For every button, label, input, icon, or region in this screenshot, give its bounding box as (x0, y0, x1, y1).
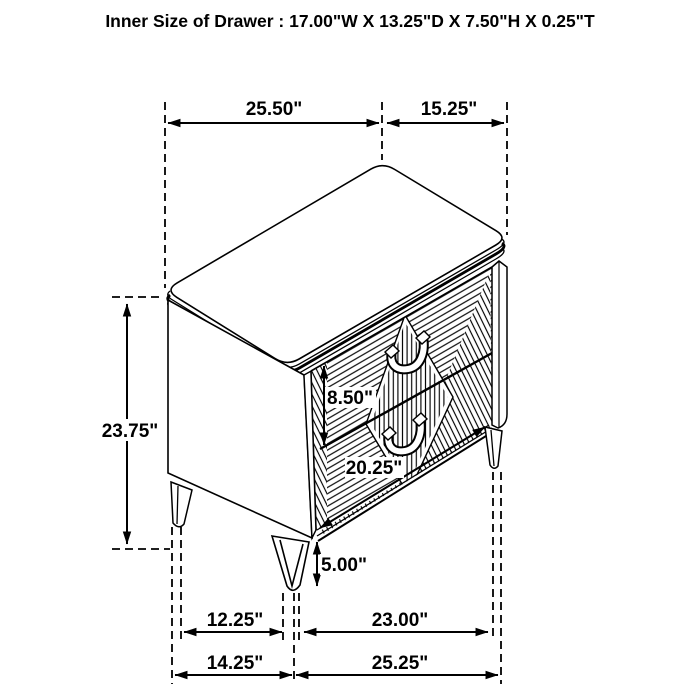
dimension-top-depth (387, 99, 504, 123)
base-depth-inner-label: 12.25" (206, 610, 264, 631)
dimension-top-width (168, 99, 379, 123)
overall-height-label: 23.75" (101, 421, 159, 442)
diagram-title: Inner Size of Drawer : 17.00"W X 13.25"D X 7.50"H X 0.25"T (105, 11, 595, 31)
dimension-base-depth-outer (175, 653, 292, 675)
top-depth-label: 15.25" (420, 99, 478, 120)
leg-back-left (171, 482, 192, 527)
nightstand-drawing (168, 166, 507, 591)
dimension-base-width-outer (296, 653, 498, 675)
leg-front (272, 536, 309, 590)
dimension-overall-height (99, 304, 161, 544)
leg-height-label: 5.00" (321, 555, 367, 576)
right-stile (492, 261, 507, 428)
drawer-front-height-label: 8.50" (327, 388, 373, 409)
dimension-base-width-inner (304, 610, 488, 632)
top-width-label: 25.50" (245, 99, 303, 120)
base-width-inner-label: 23.00" (371, 610, 429, 631)
base-depth-outer-label: 14.25" (206, 653, 264, 674)
front-width-label: 20.25" (345, 458, 403, 479)
dimension-base-depth-inner (184, 610, 282, 632)
base-width-outer-label: 25.25" (371, 653, 429, 674)
dimension-leg-height (317, 542, 368, 586)
leg-right (485, 427, 502, 468)
